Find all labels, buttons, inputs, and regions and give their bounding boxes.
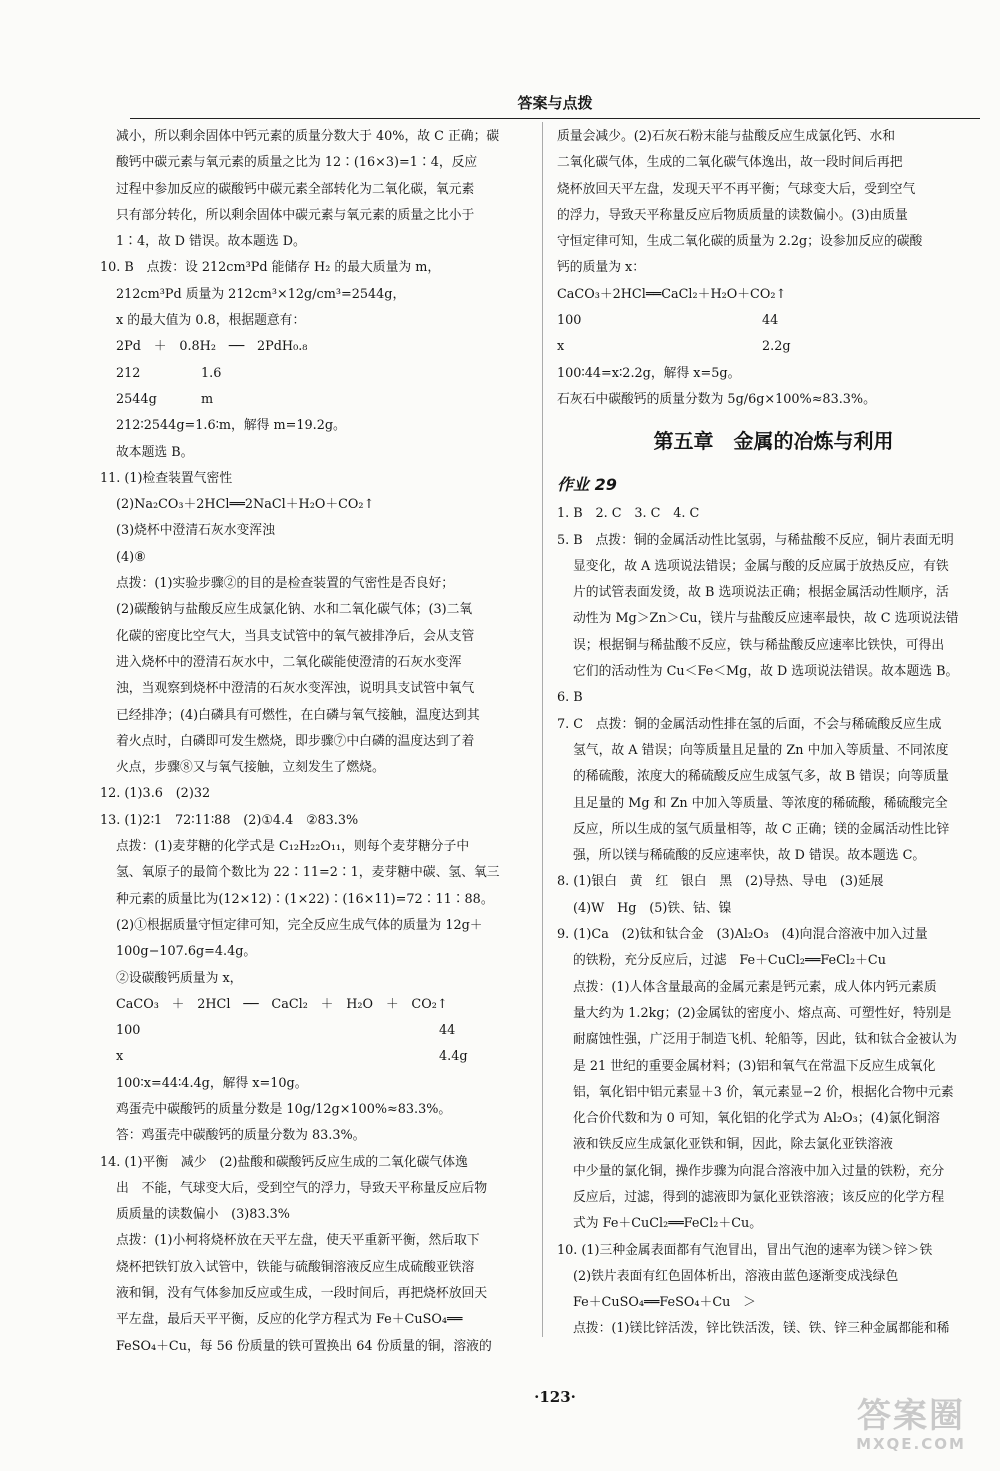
- text-line: 且足量的 Mg 和 Zn 中加入等质量、等浓度的稀硫酸，稀硫酸完全: [573, 795, 948, 811]
- equation-row: [557, 282, 990, 308]
- text-line: 化合价代数和为 0 可知，氧化铝的化学式为 Al₂O₃；(4)氯化铜溶: [573, 1111, 940, 1127]
- right-column: [557, 124, 990, 1343]
- text-line: 10. B 点拨：设 212cm³Pd 能储存 H₂ 的最大质量为 m，: [100, 260, 441, 276]
- text-line: 减小，所以剩余固体中钙元素的质量分数大于 40%，故 C 正确；碳: [116, 129, 500, 144]
- text-line: FeSO₄＋Cu，每 56 份质量的铁可置换出 64 份质量的铜，溶液的: [116, 1338, 492, 1354]
- text-line: 答：鸡蛋壳中碳酸钙的质量分数为 83.3%。: [116, 1128, 366, 1144]
- text-line: 化碳的密度比空气大，当具支试管中的氧气被排净后，会从支管: [116, 628, 475, 644]
- equation-cell: 2Pd ＋ 0.8H₂ ── 2PdH₀.₈: [116, 339, 308, 355]
- equation-cell: 100: [557, 313, 582, 329]
- text-line: (2)碳酸钠与盐酸反应生成氯化钠、水和二氧化碳气体；(3)二氧: [116, 602, 473, 618]
- equation-cell: 212: [116, 365, 141, 381]
- homework-title: 作业 29: [557, 475, 617, 495]
- text-line: 片的试管表面发烫，故 B 选项说法正确；根据金属活动性顺序，活: [573, 585, 949, 601]
- text-line: 铝，氧化铝中铝元素显＋3 价，氧元素显−2 价，根据化合物中元素: [573, 1084, 954, 1100]
- equation-cell: 2544g: [116, 391, 157, 407]
- text-line: 中少量的氯化铜，操作步骤为向混合溶液中加入过量的铁粉，充分: [573, 1163, 945, 1179]
- text-line: 的稀硫酸，浓度大的稀硫酸反应生成氢气多，故 B 错误；向等质量: [573, 769, 949, 785]
- text-line: (2)Na₂CO₃＋2HCl══2NaCl＋H₂O＋CO₂↑: [116, 497, 375, 513]
- text-line: 212∶2544g=1.6∶m，解得 m=19.2g。: [116, 418, 346, 434]
- text-line: 烧杯放回天平左盘，发现天平不再平衡；气球变大后，受到空气: [557, 181, 916, 197]
- right-column-top: [557, 124, 990, 413]
- text-line: 只有部分转化，所以剩余固体中碳元素与氧元素的质量之比小于: [116, 207, 475, 223]
- text-line: 二氧化碳气体，生成的二氧化碳气体逸出，故一段时间后再把: [557, 155, 903, 171]
- text-line: 酸钙中碳元素与氧元素的质量之比为 12∶(16×3)=1∶4，反应: [116, 155, 478, 171]
- text-line: 进入烧杯中的澄清石灰水中，二氧化碳能使澄清的石灰水变浑: [116, 654, 462, 670]
- right-column-bottom: [557, 501, 990, 1343]
- text-line: 显变化，故 A 选项说法错误；金属与酸的反应属于放热反应，有铁: [573, 558, 949, 574]
- text-line: 9. (1)Ca (2)钛和钛合金 (3)Al₂O₃ (4)向混合溶液中加入过量: [557, 927, 928, 943]
- text-line: 10. (1)三种金属表面都有气泡冒出，冒出气泡的速率为镁＞锌＞铁: [557, 1242, 933, 1258]
- text-line: 13. (1)2∶1 72∶11∶88 (2)①4.4 ②83.3%: [100, 812, 359, 828]
- text-line: 过程中参加反应的碳酸钙中碳元素全部转化为二氧化碳，氧元素: [116, 181, 475, 197]
- text-line: 石灰石中碳酸钙的质量分数为 5g/6g×100%≈83.3%。: [557, 391, 876, 407]
- page-header: 答案与点拨: [517, 94, 593, 112]
- text-line: 火点，步骤⑧又与氧气接触，立刻发生了燃烧。: [116, 760, 385, 776]
- equation-row: [100, 361, 530, 387]
- watermark-text: 答案圈: [857, 1396, 965, 1436]
- left-column: [100, 124, 530, 1360]
- text-line: 误；根据铜与稀盐酸不反应，铁与稀盐酸反应速率比铁快，可得出: [573, 637, 945, 653]
- text-line: 100g−107.6g=4.4g。: [116, 944, 257, 960]
- text-line: (2)铁片表面有红色固体析出，溶液由蓝色逐渐变成浅绿色: [573, 1268, 899, 1284]
- text-line: (4)W Hg (5)铁、钴、镍: [573, 900, 732, 916]
- equation-row: [100, 387, 530, 413]
- text-line: 1∶4，故 D 错误。故本题选 D。: [116, 234, 306, 250]
- text-line: 点拨：(1)小柯将烧杯放在天平左盘，使天平重新平衡，然后取下: [116, 1233, 480, 1249]
- text-line: 14. (1)平衡 减少 (2)盐酸和碳酸钙反应生成的二氧化碳气体逸: [100, 1154, 468, 1170]
- text-line: 6. B: [557, 690, 583, 706]
- text-line: 故本题选 B。: [116, 444, 194, 460]
- text-line: 它们的活动性为 Cu＜Fe＜Mg，故 D 选项说法错误。故本题选 B。: [573, 664, 959, 680]
- text-line: 量大约为 1.2kg；(2)金属钛的密度小、熔点高、可塑性好，特别是: [573, 1005, 952, 1021]
- text-line: 质量会减少。(2)石灰石粉末能与盐酸反应生成氯化钙、水和: [557, 129, 896, 144]
- text-line: 平左盘，最后天平平衡，反应的化学方程式为 Fe＋CuSO₄══: [116, 1312, 463, 1328]
- text-line: 液和铁反应生成氯化亚铁和铜，因此，除去氯化亚铁溶液: [573, 1137, 893, 1153]
- text-line: 耐腐蚀性强，广泛用于制造飞机、轮船等，因此，钛和钛合金被认为: [573, 1032, 957, 1048]
- equation-row: [100, 1044, 530, 1070]
- text-line: 的浮力，导致天平称量反应后物质质量的读数偏小。(3)由质量: [557, 207, 908, 223]
- text-line: 浊，当观察到烧杯中澄清的石灰水变浑浊，说明具支试管中氧气: [116, 681, 475, 697]
- text-line: 点拨：(1)人体含量最高的金属元素是钙元素，成人体内钙元素质: [573, 979, 937, 995]
- text-line: 氢气，故 A 错误；向等质量且足量的 Zn 中加入等质量、不同浓度: [573, 742, 949, 758]
- equation-row: [557, 308, 990, 334]
- text-line: 动性为 Mg＞Zn＞Cu，镁片与盐酸反应速率最快，故 C 选项说法错: [573, 611, 959, 627]
- text-line: 100∶44=x∶2.2g，解得 x=5g。: [557, 365, 741, 381]
- text-line: 12. (1)3.6 (2)32: [100, 786, 211, 802]
- text-line: 反应，所以生成的氢气质量相等，故 C 正确；镁的金属活动性比锌: [573, 821, 950, 837]
- header-rule: [130, 118, 980, 119]
- equation-cell: 44: [762, 313, 779, 329]
- text-line: 液和铜，没有气体参加反应或生成，一段时间后，再把烧杯放回天: [116, 1286, 488, 1302]
- equation-cell: 44: [439, 1023, 456, 1039]
- page-number: ·123·: [534, 1388, 576, 1406]
- text-line: 5. B 点拨：铜的金属活动性比氢弱，与稀盐酸不反应，铜片表面无明: [557, 532, 954, 548]
- text-line: 点拨：(1)实验步骤②的目的是检查装置的气密性是否良好；: [116, 576, 455, 592]
- text-line: ②设碳酸钙质量为 x，: [116, 970, 243, 986]
- text-line: 强，所以镁与稀硫酸的反应速率快，故 D 错误。故本题选 C。: [573, 848, 926, 864]
- text-line: 11. (1)检查装置气密性: [100, 470, 233, 486]
- text-line: 100∶x=44∶4.4g，解得 x=10g。: [116, 1075, 308, 1091]
- text-line: (2)①根据质量守恒定律可知，完全反应生成气体的质量为 12g＋: [116, 917, 483, 933]
- equation-cell: x: [557, 339, 565, 355]
- text-line: 点拨：(1)麦芽糖的化学式是 C₁₂H₂₂O₁₁，则每个麦芽糖分子中: [116, 839, 470, 855]
- equation-row: [100, 1018, 530, 1044]
- text-line: 点拨：(1)镁比锌活泼，锌比铁活泼，镁、铁、锌三种金属都能和稀: [573, 1321, 950, 1337]
- text-line: 的铁粉，充分反应后，过滤 Fe＋CuCl₂══FeCl₂＋Cu: [573, 953, 886, 969]
- text-line: x 的最大值为 0.8，根据题意有：: [116, 313, 306, 329]
- text-line: 212cm³Pd 质量为 212cm³×12g/cm³=2544g，: [116, 286, 406, 302]
- column-divider: [542, 122, 543, 1337]
- text-line: 种元素的质量比为(12×12)∶(1×22)∶(16×11)=72∶11∶88。: [116, 891, 494, 907]
- text-line: 着火点时，白磷即可发生燃烧，即步骤⑦中白磷的温度达到了着: [116, 733, 475, 749]
- text-line: 已经排净；(4)白磷具有可燃性，在白磷与氧气接触，温度达到其: [116, 707, 480, 723]
- text-line: 是 21 世纪的重要金属材料；(3)铝和氧气在常温下反应生成氧化: [573, 1058, 936, 1074]
- watermark-logo: [836, 1397, 986, 1457]
- text-line: 式为 Fe＋CuCl₂══FeCl₂＋Cu。: [573, 1216, 763, 1232]
- text-line: 烧杯把铁钉放入试管中，铁能与硫酸铜溶液反应生成硫酸亚铁溶: [116, 1259, 475, 1275]
- equation-cell: CaCO₃＋2HCl══CaCl₂＋H₂O＋CO₂↑: [557, 286, 787, 302]
- text-line: 8. (1)银白 黄 红 银白 黑 (2)导热、导电 (3)延展: [557, 874, 884, 890]
- equation-cell: 100: [116, 1023, 141, 1039]
- text-line: (4)⑧: [116, 549, 146, 565]
- text-line: 鸡蛋壳中碳酸钙的质量分数是 10g/12g×100%≈83.3%。: [116, 1101, 452, 1117]
- chapter-title: 第五章 金属的冶炼与利用: [653, 429, 894, 454]
- text-line: 质质量的读数偏小 (3)83.3%: [116, 1207, 290, 1223]
- equation-cell: 2.2g: [762, 339, 791, 355]
- equation-row: [100, 992, 530, 1018]
- equation-cell: m: [201, 391, 214, 407]
- text-line: 出 不能，气球变大后，受到空气的浮力，导致天平称量反应后物: [116, 1180, 488, 1196]
- equation-row: [100, 334, 530, 360]
- equation-cell: x: [116, 1049, 124, 1065]
- text-line: 1. B 2. C 3. C 4. C: [557, 506, 700, 522]
- equation-cell: 1.6: [201, 365, 222, 381]
- text-line: 7. C 点拨：铜的金属活动性排在氢的后面，不会与稀硫酸反应生成: [557, 716, 942, 732]
- equation-cell: CaCO₃ ＋ 2HCl ── CaCl₂ ＋ H₂O ＋ CO₂↑: [116, 996, 448, 1012]
- watermark-url: MXQE.COM: [856, 1435, 966, 1453]
- text-line: 守恒定律可知，生成二氧化碳的质量为 2.2g；设参加反应的碳酸: [557, 234, 923, 250]
- text-line: 氢、氧原子的最简个数比为 22∶11=2∶1，麦芽糖中碳、氢、氧三: [116, 865, 500, 881]
- text-line: 反应后，过滤，得到的滤液即为氯化亚铁溶液；该反应的化学方程: [573, 1189, 945, 1205]
- equation-row: [557, 334, 990, 360]
- text-line: (3)烧杯中澄清石灰水变浑浊: [116, 523, 275, 539]
- text-line: 钙的质量为 x：: [557, 260, 646, 276]
- text-line: Fe＋CuSO₄══FeSO₄＋Cu ＞: [573, 1295, 756, 1311]
- equation-cell: 4.4g: [439, 1049, 468, 1065]
